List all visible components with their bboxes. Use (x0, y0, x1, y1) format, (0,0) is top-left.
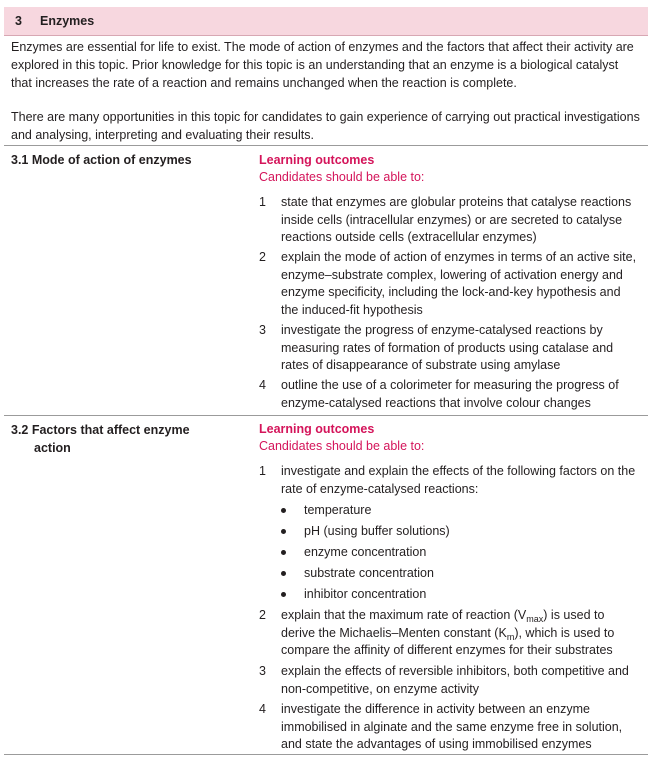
factor-label: inhibitor concentration (304, 587, 427, 601)
topic-number: 3 (15, 14, 22, 28)
factor-label: pH (using buffer solutions) (304, 524, 450, 538)
outcome-text (281, 607, 637, 660)
outcome-text: investigate and explain the effects of the following factors on the rate of enzyme-catalysed reactions: (281, 464, 636, 496)
section-3-1-learning-outcomes-heading: Learning outcomes (259, 153, 375, 167)
outcome-number: 2 (259, 608, 266, 622)
bullet-dot (281, 508, 286, 513)
outcome-text: explain the effects of reversible inhibitors, both competitive and non-competitive, on enzyme activity (281, 664, 629, 696)
outcome-text: investigate the difference in activity between an enzyme immobilised in alginate and the same enzyme free in solution, and state the advantages of using immobilised enzymes (281, 702, 623, 752)
section-3-2-learning-outcomes-heading: Learning outcomes (259, 422, 375, 436)
section-3-2-title-line-1: 3.2 Factors that affect enzyme (11, 423, 190, 437)
topic-title: Enzymes (40, 14, 95, 28)
intro-paragraph-1: Enzymes are essential for life to exist. The mode of action of enzymes and the factors that affect their activity are explored in this topic. Prior knowledge for this topic is an understanding that an enzyme is a biological catalyst that increases the rate of a reaction and remains unchanged when the reaction is complete. (11, 40, 634, 90)
outcome-number: 4 (259, 702, 266, 716)
section-3-2-title-line-2: action (34, 441, 71, 455)
divider (4, 145, 648, 146)
km-subscript: m (506, 631, 515, 642)
section-3-1-learning-outcomes-intro: Candidates should be able to: (259, 170, 425, 184)
factor-label: substrate concentration (304, 566, 434, 580)
outcome-number: 3 (259, 323, 266, 337)
factor-label: temperature (304, 503, 372, 517)
section-3-1-title: 3.1 Mode of action of enzymes (11, 153, 192, 167)
section-3-2-title (11, 421, 241, 457)
divider (4, 415, 648, 416)
outcome-number: 4 (259, 378, 266, 392)
outcome-text: state that enzymes are globular proteins that catalyse reactions inside cells (intracellular enzymes) or are secreted to catalyse reactions outside cells (extracellular enzymes) (281, 195, 632, 245)
vmax-subscript: max (526, 614, 544, 624)
bullet-dot (281, 571, 286, 576)
topic-header-bar (4, 7, 648, 36)
outcome-number: 1 (259, 195, 266, 209)
outcome-text: outline the use of a colorimeter for measuring the progress of enzyme-catalysed reactions that involve colour changes (281, 378, 619, 410)
section-3-2-learning-outcomes-intro: Candidates should be able to: (259, 439, 425, 453)
outcome-text-part: explain that the maximum rate of reaction (V (281, 608, 527, 622)
factor-label: enzyme concentration (304, 545, 427, 559)
outcome-number: 3 (259, 664, 266, 678)
outcome-number: 1 (259, 464, 266, 478)
outcome-text: investigate the progress of enzyme-catalysed reactions by measuring rates of formation of products using catalase and rates of disappearance of substrate using amylase (281, 323, 614, 373)
outcome-text-part: ), which is used to compare the affinity of different enzymes for their substrates (281, 625, 615, 658)
intro-paragraph-2: There are many opportunities in this topic for candidates to gain experience of carrying out practical investigations and analysing, interpreting and evaluating their results. (11, 110, 640, 142)
outcome-number: 2 (259, 250, 266, 264)
divider (4, 754, 648, 755)
outcome-text: explain the mode of action of enzymes in terms of an active site, enzyme–substrate complex, lowering of activation energy and enzyme specificity, including the lock-and-key hypothesis and the induced-fit hypothesis (281, 250, 637, 317)
outcome-text-part: ) is used to derive the Michaelis–Menten constant (K (281, 608, 605, 640)
bullet-dot (281, 529, 286, 534)
bullet-dot (281, 550, 286, 555)
bullet-dot (281, 592, 286, 597)
